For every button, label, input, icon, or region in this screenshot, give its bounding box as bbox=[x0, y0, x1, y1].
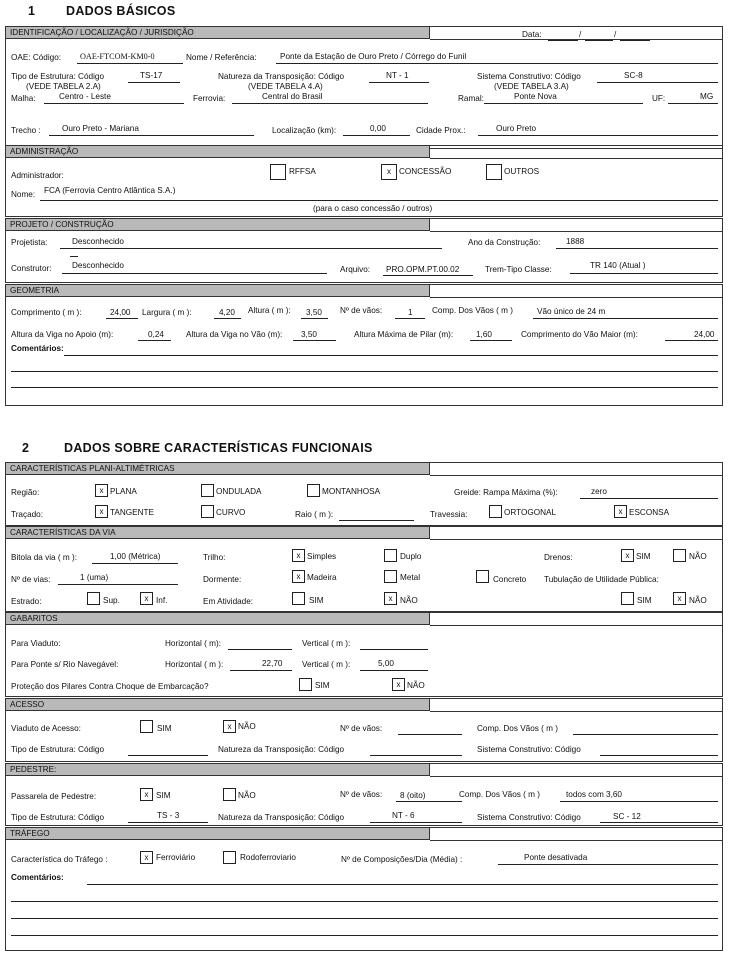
gab-vertical2-field[interactable] bbox=[360, 670, 428, 671]
pedestre-compvaos-value: todos com 3,60 bbox=[566, 790, 622, 799]
admin-nome-label: Nome: bbox=[11, 190, 36, 199]
acesso-header-rule bbox=[430, 711, 723, 712]
alt-viga-apoio-value: 0,24 bbox=[148, 330, 164, 339]
tipo-estrutura-field[interactable] bbox=[128, 82, 180, 83]
pedestre-sistema-label: Sistema Construtivo: Código bbox=[477, 813, 581, 822]
passarela-nao-label: NÃO bbox=[238, 791, 256, 800]
duplo-checkbox[interactable] bbox=[384, 549, 397, 562]
comp-vaos-label: Comp. Dos Vãos ( m ) bbox=[432, 306, 513, 315]
admin-nome-value: FCA (Ferrovia Centro Atlântica S.A.) bbox=[44, 186, 176, 195]
arquivo-label: Arquivo: bbox=[340, 265, 371, 274]
natureza-value: NT - 1 bbox=[386, 71, 409, 80]
pedestre-vaos-label: Nº de vãos: bbox=[340, 790, 383, 799]
ramal-label: Ramal: bbox=[458, 94, 484, 103]
metal-label: Metal bbox=[400, 573, 421, 582]
via-header-rule bbox=[430, 539, 723, 540]
passarela-nao-checkbox[interactable] bbox=[223, 788, 236, 801]
drenos-label: Drenos: bbox=[544, 553, 573, 562]
pedestre-natureza-field[interactable] bbox=[370, 822, 462, 823]
geometria-header: GEOMETRIA bbox=[5, 284, 430, 297]
gabaritos-header-rule bbox=[430, 625, 723, 626]
alt-viga-vao-label: Altura da Viga no Vão (m): bbox=[186, 330, 283, 339]
comp-vao-maior-field[interactable] bbox=[665, 340, 718, 341]
comp-vaos-value: Vão único de 24 m bbox=[537, 307, 606, 316]
arquivo-value: PRO.OPM.PT.00.02 bbox=[386, 265, 460, 274]
greide-label: Greide: Rampa Máxima (%): bbox=[454, 488, 558, 497]
malha-value: Centro - Leste bbox=[59, 92, 111, 101]
geometria-comentarios-line-3[interactable] bbox=[11, 387, 718, 388]
gab-protecao-label: Proteção dos Pilares Contra Choque de Embarcação? bbox=[11, 682, 209, 691]
atividade-nao-checkbox[interactable]: x bbox=[384, 592, 397, 605]
ondulada-label: ONDULADA bbox=[216, 487, 262, 496]
pedestre-natureza-value: NT - 6 bbox=[392, 811, 415, 820]
passarela-sim-label: SIM bbox=[156, 791, 171, 800]
tangente-label: TANGENTE bbox=[110, 508, 154, 517]
trem-field[interactable] bbox=[570, 273, 718, 274]
pedestre-header: PEDESTRE: bbox=[5, 763, 430, 776]
ramal-value: Ponte Nova bbox=[514, 92, 557, 101]
esconsa-checkbox[interactable]: x bbox=[614, 505, 627, 518]
outros-checkbox[interactable] bbox=[486, 164, 502, 180]
acesso-header: ACESSO bbox=[5, 698, 430, 711]
via-header: CARACTERÍSTICAS DA VIA bbox=[5, 526, 430, 539]
cidade-field[interactable] bbox=[478, 135, 718, 136]
largura-label: Largura ( m ): bbox=[142, 308, 192, 317]
section-1-number: 1 bbox=[28, 4, 36, 18]
raio-label: Raio ( m ): bbox=[295, 510, 334, 519]
protecao-nao-label: NÃO bbox=[407, 681, 425, 690]
ortogonal-checkbox[interactable] bbox=[489, 505, 502, 518]
trafego-comentarios-line-4[interactable] bbox=[11, 935, 718, 936]
drenos-nao-label: NÃO bbox=[689, 552, 707, 561]
passarela-sim-checkbox[interactable]: x bbox=[140, 788, 153, 801]
data-month-field[interactable] bbox=[585, 40, 613, 41]
drenos-sim-label: SIM bbox=[636, 552, 651, 561]
alt-pilar-field[interactable] bbox=[470, 340, 512, 341]
sistema-label: Sistema Construtivo: Código bbox=[477, 72, 581, 81]
ferroviario-label: Ferroviário bbox=[156, 853, 196, 862]
comprimento-field[interactable] bbox=[106, 318, 138, 319]
natureza-field[interactable] bbox=[369, 82, 429, 83]
trem-value: TR 140 (Atual ) bbox=[590, 261, 646, 270]
protecao-nao-checkbox[interactable]: x bbox=[392, 678, 405, 691]
rffsa-label: RFFSA bbox=[289, 167, 316, 176]
ferroviario-checkbox[interactable]: x bbox=[140, 851, 153, 864]
trem-label: Trem-Tipo Classe: bbox=[485, 265, 552, 274]
alt-pilar-label: Altura Máxima de Pilar (m): bbox=[354, 330, 454, 339]
ortogonal-label: ORTOGONAL bbox=[504, 508, 557, 517]
projetista-mark bbox=[70, 256, 78, 257]
rodoferroviario-label: Rodoferroviario bbox=[240, 853, 296, 862]
pedestre-tipo-value: TS - 3 bbox=[157, 811, 180, 820]
gab-viaduto-label: Para Viaduto: bbox=[11, 639, 61, 648]
gab-horizontal2-label: Horizontal ( m ): bbox=[165, 660, 224, 669]
comp-vao-maior-value: 24,00 bbox=[694, 330, 715, 339]
projetista-value: Desconhecido bbox=[72, 237, 124, 246]
gabaritos-header: GABARITOS bbox=[5, 612, 430, 625]
drenos-nao-checkbox[interactable] bbox=[673, 549, 686, 562]
rodoferroviario-checkbox[interactable] bbox=[223, 851, 236, 864]
passarela-label: Passarela de Pedestre: bbox=[11, 792, 97, 801]
ferrovia-field[interactable] bbox=[232, 103, 428, 104]
administracao-header-rule bbox=[430, 158, 723, 159]
tipo-estrutura-label: Tipo de Estrutura: Código bbox=[11, 72, 104, 81]
trecho-field[interactable] bbox=[49, 135, 254, 136]
plana-checkbox[interactable]: x bbox=[95, 484, 108, 497]
acesso-sistema-label: Sistema Construtivo: Código bbox=[477, 745, 581, 754]
tipo-estrutura-value: TS-17 bbox=[140, 71, 163, 80]
nvias-label: Nº de vias: bbox=[11, 575, 51, 584]
atividade-label: Em Atividade: bbox=[203, 597, 254, 606]
gab-vertical-label: Vertical ( m ): bbox=[302, 639, 351, 648]
acesso-tipo-label: Tipo de Estrutura: Código bbox=[11, 745, 104, 754]
comp-vaos-field[interactable] bbox=[533, 318, 718, 319]
duplo-label: Duplo bbox=[400, 552, 422, 561]
comp-vao-maior-label: Comprimento do Vão Maior (m): bbox=[521, 330, 638, 339]
projetista-field[interactable] bbox=[60, 248, 442, 249]
metal-checkbox[interactable] bbox=[384, 570, 397, 583]
greide-field[interactable] bbox=[580, 498, 718, 499]
acesso-vaos-label: Nº de vãos: bbox=[340, 724, 383, 733]
gab-ponte-label: Para Ponte s/ Rio Navegável: bbox=[11, 660, 119, 669]
curvo-checkbox[interactable] bbox=[201, 505, 214, 518]
composicoes-value: Ponte desativada bbox=[524, 853, 588, 862]
gab-vertical-field[interactable] bbox=[360, 649, 428, 650]
acesso-compvaos-field[interactable] bbox=[573, 734, 718, 735]
admin-note: (para o caso concessão / outros) bbox=[313, 204, 433, 213]
ano-field[interactable] bbox=[556, 248, 718, 249]
acesso-tipo-field[interactable] bbox=[128, 755, 208, 756]
trafego-comentarios-line-2[interactable] bbox=[11, 901, 718, 902]
tubulacao-nao-label: NÃO bbox=[689, 596, 707, 605]
tangente-checkbox[interactable]: x bbox=[95, 505, 108, 518]
acesso-natureza-label: Natureza da Transposição: Código bbox=[218, 745, 345, 754]
pedestre-tipo-field[interactable] bbox=[128, 822, 208, 823]
atividade-nao-label: NÃO bbox=[400, 596, 418, 605]
alt-viga-vao-field[interactable] bbox=[293, 340, 336, 341]
protecao-sim-checkbox[interactable] bbox=[299, 678, 312, 691]
estrado-inf-label: Inf. bbox=[156, 596, 168, 605]
trafego-block bbox=[5, 827, 723, 951]
plani-header-rule bbox=[430, 475, 723, 476]
estrado-sup-label: Sup. bbox=[103, 596, 120, 605]
malha-field[interactable] bbox=[44, 103, 184, 104]
vaos-value: 1 bbox=[408, 308, 413, 317]
madeira-label: Madeira bbox=[307, 573, 337, 582]
dormente-label: Dormente: bbox=[203, 575, 242, 584]
data-year-field[interactable] bbox=[620, 40, 650, 41]
alt-viga-apoio-field[interactable] bbox=[138, 340, 171, 341]
pedestre-sistema-value: SC - 12 bbox=[613, 812, 641, 821]
oae-label: OAE: Código: bbox=[11, 53, 62, 62]
simples-checkbox[interactable]: x bbox=[292, 549, 305, 562]
construtor-label: Construtor: bbox=[11, 264, 52, 273]
estrado-sup-checkbox[interactable] bbox=[87, 592, 100, 605]
gab-horizontal-field[interactable] bbox=[228, 649, 292, 650]
raio-field[interactable] bbox=[339, 520, 414, 521]
alt-viga-apoio-label: Altura da Viga no Apoio (m): bbox=[11, 330, 114, 339]
composicoes-field[interactable] bbox=[498, 864, 718, 865]
projeto-header: PROJETO / CONSTRUÇÃO bbox=[5, 218, 430, 231]
uf-field[interactable] bbox=[668, 103, 718, 104]
viaduto-acesso-label: Viaduto de Acesso: bbox=[11, 724, 81, 733]
plana-label: PLANA bbox=[110, 487, 137, 496]
concreto-label: Concreto bbox=[493, 575, 527, 584]
composicoes-label: Nº de Composições/Dia (Média) : bbox=[341, 855, 463, 864]
nome-value: Ponte da Estação de Ouro Preto / Córrego do Funil bbox=[280, 52, 467, 61]
acesso-nao-label: NÃO bbox=[238, 722, 256, 731]
trafego-comentarios-line-3[interactable] bbox=[11, 918, 718, 919]
nome-field[interactable] bbox=[276, 63, 718, 64]
section-1-title: DADOS BÁSICOS bbox=[66, 4, 176, 18]
ferrovia-value: Central do Brasil bbox=[262, 92, 323, 101]
pedestre-vaos-value: 8 (oito) bbox=[400, 791, 426, 800]
arquivo-field[interactable] bbox=[383, 275, 473, 276]
pedestre-header-rule bbox=[430, 776, 723, 777]
trafego-comentarios-label: Comentários: bbox=[11, 873, 64, 882]
bitola-field[interactable] bbox=[92, 563, 178, 564]
trilho-label: Trilho: bbox=[203, 553, 226, 562]
esconsa-label: ESCONSA bbox=[629, 508, 670, 517]
vaos-field[interactable] bbox=[395, 318, 425, 319]
pedestre-sistema-field[interactable] bbox=[600, 822, 718, 823]
oae-value: OAE-FTCOM-KM0-0 bbox=[80, 52, 155, 61]
uf-label: UF: bbox=[652, 94, 666, 103]
comprimento-value: 24,00 bbox=[110, 308, 131, 317]
trafego-comentarios-line-1[interactable] bbox=[87, 884, 718, 885]
alt-pilar-value: 1,60 bbox=[476, 330, 492, 339]
acesso-vaos-field[interactable] bbox=[398, 734, 462, 735]
atividade-sim-checkbox[interactable] bbox=[292, 592, 305, 605]
sistema-note: (VEDE TABELA 3.A) bbox=[494, 82, 569, 91]
administrador-label: Administrador: bbox=[11, 171, 64, 180]
tracado-label: Traçado: bbox=[11, 510, 44, 519]
identificacao-header: IDENTIFICAÇÃO / LOCALIZAÇÃO / JURISDIÇÃO bbox=[5, 26, 430, 39]
ramal-field[interactable] bbox=[484, 103, 643, 104]
nvias-value: 1 (uma) bbox=[80, 573, 109, 582]
data-label: Data: bbox=[522, 30, 542, 39]
altura-field[interactable] bbox=[301, 318, 328, 319]
tubulacao-sim-label: SIM bbox=[637, 596, 652, 605]
construtor-value: Desconhecido bbox=[72, 261, 124, 270]
gab-horizontal-label: Horizontal ( m): bbox=[165, 639, 221, 648]
concreto-checkbox[interactable] bbox=[476, 570, 489, 583]
largura-value: 4,20 bbox=[219, 308, 235, 317]
concessao-checkbox[interactable]: x bbox=[381, 164, 397, 180]
pedestre-natureza-label: Natureza da Transposição: Código bbox=[218, 813, 345, 822]
tipo-estrutura-note: (VEDE TABELA 2.A) bbox=[26, 82, 101, 91]
greide-value: zero bbox=[591, 487, 607, 496]
acesso-compvaos-label: Comp. Dos Vãos ( m ) bbox=[477, 724, 558, 733]
altura-label: Altura ( m ): bbox=[248, 306, 291, 315]
pedestre-vaos-field[interactable] bbox=[396, 801, 462, 802]
trafego-header: TRÁFEGO bbox=[5, 827, 430, 840]
data-slash-2: / bbox=[614, 30, 617, 39]
projeto-header-rule bbox=[430, 231, 723, 232]
malha-label: Malha: bbox=[11, 94, 36, 103]
curvo-label: CURVO bbox=[216, 508, 246, 517]
concessao-label: CONCESSÃO bbox=[399, 167, 452, 176]
trafego-caract-label: Característica do Tráfego : bbox=[11, 855, 108, 864]
tubulacao-sim-checkbox[interactable] bbox=[621, 592, 634, 605]
comprimento-label: Comprimento ( m ): bbox=[11, 308, 82, 317]
alt-viga-vao-value: 3,50 bbox=[301, 330, 317, 339]
acesso-sim-checkbox[interactable] bbox=[140, 720, 153, 733]
bitola-label: Bitola da via ( m ): bbox=[11, 553, 77, 562]
regiao-label: Região: bbox=[11, 488, 40, 497]
altura-value: 3,50 bbox=[306, 308, 322, 317]
administracao-header: ADMINISTRAÇÃO bbox=[5, 145, 430, 158]
montanhosa-checkbox[interactable] bbox=[307, 484, 320, 497]
cidade-value: Ouro Preto bbox=[496, 124, 537, 133]
oae-field[interactable] bbox=[77, 63, 183, 64]
rffsa-checkbox[interactable] bbox=[270, 164, 286, 180]
geometria-comentarios-line-1[interactable] bbox=[64, 355, 718, 356]
localizacao-field[interactable] bbox=[343, 135, 410, 136]
geometria-comentarios-label: Comentários: bbox=[11, 344, 64, 353]
simples-label: Simples bbox=[307, 552, 337, 561]
plani-header: CARACTERÍSTICAS PLANI-ALTIMÉTRICAS bbox=[5, 462, 430, 475]
projetista-label: Projetista: bbox=[11, 238, 48, 247]
trafego-header-rule bbox=[430, 840, 723, 841]
acesso-sim-label: SIM bbox=[157, 724, 172, 733]
sistema-field[interactable] bbox=[597, 82, 718, 83]
vaos-label: Nº de vãos: bbox=[340, 306, 383, 315]
data-slash-1: / bbox=[579, 30, 582, 39]
construtor-field[interactable] bbox=[62, 273, 327, 274]
protecao-sim-label: SIM bbox=[315, 681, 330, 690]
sistema-value: SC-8 bbox=[624, 71, 643, 80]
estrado-inf-checkbox[interactable]: x bbox=[140, 592, 153, 605]
estrado-label: Estrado: bbox=[11, 597, 42, 606]
gab-vertical2-label: Vertical ( m ): bbox=[302, 660, 351, 669]
ferrovia-label: Ferrovia: bbox=[193, 94, 226, 103]
admin-nome-field[interactable] bbox=[40, 200, 718, 201]
tubulacao-nao-checkbox[interactable]: x bbox=[673, 592, 686, 605]
atividade-sim-label: SIM bbox=[309, 596, 324, 605]
montanhosa-label: MONTANHOSA bbox=[322, 487, 381, 496]
geometria-comentarios-line-2[interactable] bbox=[11, 371, 718, 372]
ondulada-checkbox[interactable] bbox=[201, 484, 214, 497]
bitola-value: 1,00 (Métrica) bbox=[110, 552, 161, 561]
natureza-note: (VEDE TABELA 4.A) bbox=[248, 82, 323, 91]
largura-field[interactable] bbox=[214, 318, 241, 319]
drenos-sim-checkbox[interactable]: x bbox=[621, 549, 634, 562]
nome-label: Nome / Referência: bbox=[186, 53, 257, 62]
localizacao-label: Localização (km): bbox=[272, 126, 337, 135]
outros-label: OUTROS bbox=[504, 167, 540, 176]
ano-label: Ano da Construção: bbox=[468, 238, 541, 247]
ano-value: 1888 bbox=[566, 237, 585, 246]
natureza-label: Natureza da Transposição: Código bbox=[218, 72, 345, 81]
geometria-header-rule bbox=[430, 297, 723, 298]
data-day-field[interactable] bbox=[548, 40, 578, 41]
localizacao-value: 0,00 bbox=[370, 124, 386, 133]
gab-horizontal2-field[interactable] bbox=[230, 670, 292, 671]
acesso-sistema-field[interactable] bbox=[600, 755, 718, 756]
acesso-nao-checkbox[interactable]: x bbox=[223, 720, 236, 733]
madeira-checkbox[interactable]: x bbox=[292, 570, 305, 583]
travessia-label: Travessia: bbox=[430, 510, 468, 519]
gab-horizontal2-value: 22,70 bbox=[262, 659, 283, 668]
pedestre-tipo-label: Tipo de Estrutura: Código bbox=[11, 813, 104, 822]
pedestre-compvaos-label: Comp. Dos Vãos ( m ) bbox=[459, 790, 540, 799]
uf-value: MG bbox=[700, 92, 714, 101]
section-2-title: DADOS SOBRE CARACTERÍSTICAS FUNCIONAIS bbox=[64, 441, 373, 455]
gab-vertical2-value: 5,00 bbox=[378, 659, 394, 668]
nvias-field[interactable] bbox=[58, 584, 178, 585]
acesso-natureza-field[interactable] bbox=[370, 755, 462, 756]
section-2-number: 2 bbox=[22, 441, 30, 455]
trecho-value: Ouro Preto - Mariana bbox=[62, 124, 139, 133]
cidade-label: Cidade Prox.: bbox=[416, 126, 466, 135]
tubulacao-label: Tubulação de Utilidade Pública: bbox=[544, 575, 659, 584]
trecho-label: Trecho : bbox=[11, 126, 41, 135]
pedestre-compvaos-field[interactable] bbox=[560, 801, 718, 802]
